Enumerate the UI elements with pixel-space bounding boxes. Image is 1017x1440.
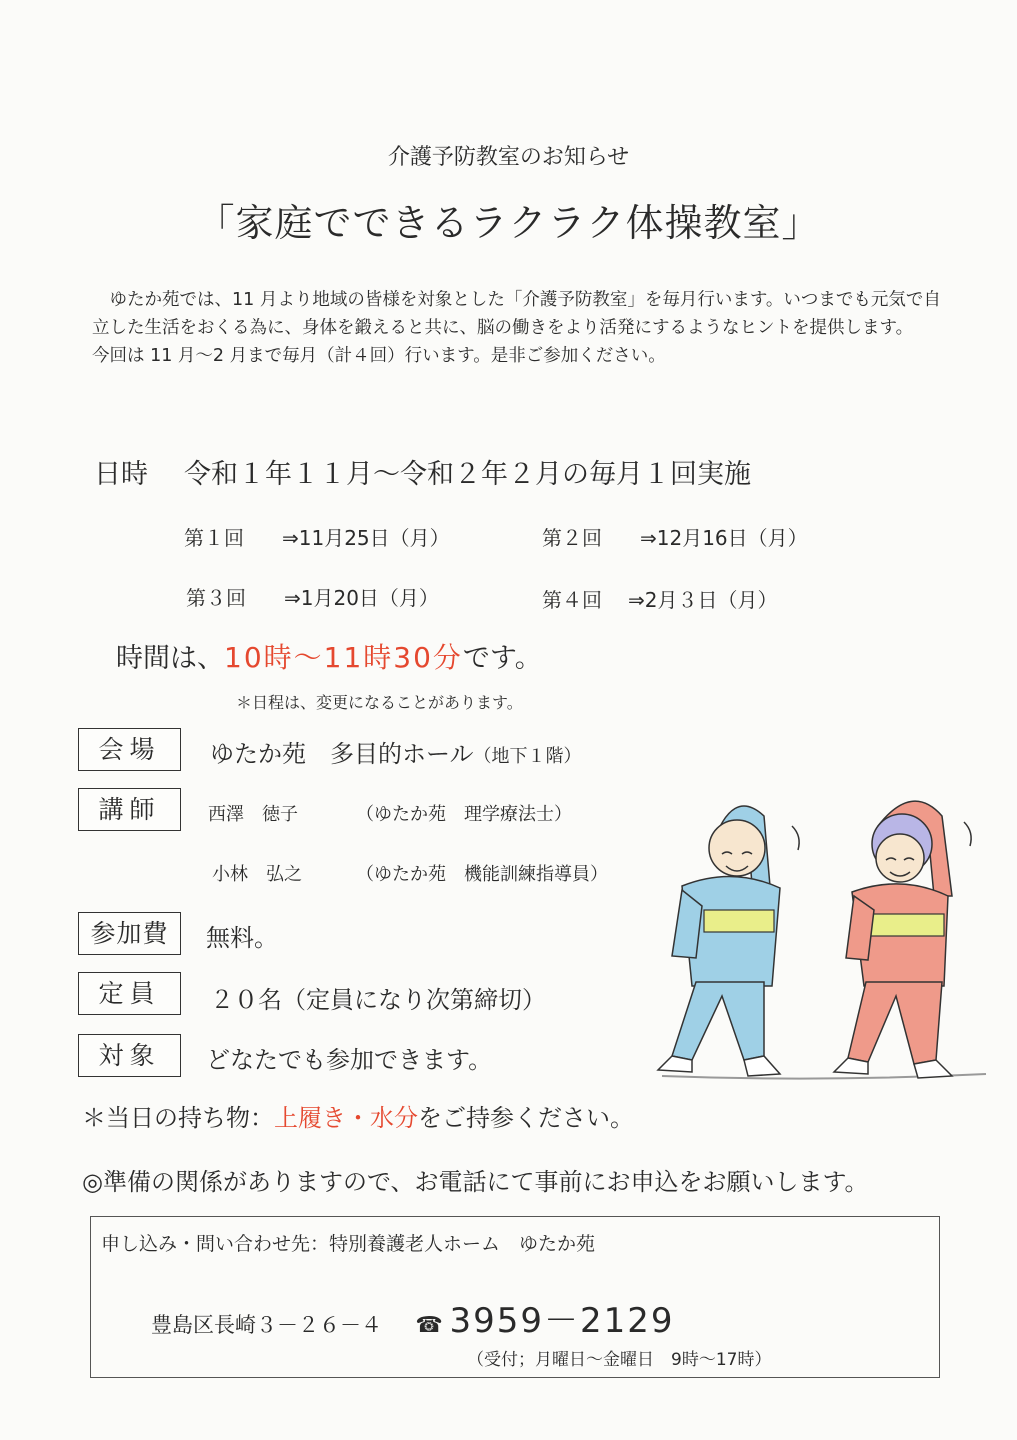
venue-label: 会場 xyxy=(78,728,181,771)
target-value: どなたでも参加できます。 xyxy=(206,1046,493,1074)
reservation-note: ◎準備の関係がありますので、お電話にて事前にお申込をお願いします。 xyxy=(82,1168,869,1196)
items-line xyxy=(82,1098,634,1133)
fee-value: 無料。 xyxy=(206,924,278,952)
venue-value xyxy=(210,734,582,769)
exercise-illustration xyxy=(652,786,992,1086)
contact-hours: （受付；月曜日～金曜日 9時～17時） xyxy=(467,1350,772,1370)
date-text: 令和１年１１月～令和２年２月の毎月１回実施 xyxy=(184,459,751,490)
capacity-value: ２０名（定員になり次第締切） xyxy=(210,986,546,1014)
instructor-1-role: （ゆたか苑 理学療法士） xyxy=(356,804,572,825)
intro-paragraph-2: 今回は 11 月～2 月まで毎月（計４回）行います。是非ご参加ください。 xyxy=(92,346,666,366)
time-suffix: です。 xyxy=(462,643,542,674)
contact-heading: 申し込み・問い合わせ先：特別養護老人ホーム ゆたか苑 xyxy=(101,1233,596,1255)
items-highlight: 上履き・水分 xyxy=(274,1104,418,1132)
fee-label: 参加費 xyxy=(78,912,181,955)
page-title: 「家庭でできるラクラク体操教室」 xyxy=(196,201,821,245)
instructor-2-name: 小林 弘之 xyxy=(212,864,302,885)
venue-name: ゆたか苑 多目的ホール xyxy=(210,740,474,768)
venue-floor: （地下１階） xyxy=(473,746,582,767)
time-prefix: 時間は、 xyxy=(116,643,224,674)
intro-paragraph-1: ゆたか苑では、11 月より地域の皆様を対象とした「介護予防教室」を毎月行います。いつまでも元気で自立した生活をおくる為に、身体を鍛えると共に、脳の働きをより活発にするようなヒントを提供します。 xyxy=(92,290,941,338)
time-value: 10時～11時30分 xyxy=(224,641,463,674)
session-1-name: 第１回 xyxy=(184,526,244,550)
time-line xyxy=(116,636,542,676)
contact-box xyxy=(90,1216,940,1378)
instructor-2-role: （ゆたか苑 機能訓練指導員） xyxy=(356,864,608,885)
session-3-name: 第３回 xyxy=(186,586,246,610)
contact-address: 豊島区長崎３－２６－４ xyxy=(151,1313,382,1337)
session-2-date: ⇒12月16日（月） xyxy=(640,526,808,550)
notice-subtitle: 介護予防教室のお知らせ xyxy=(387,145,630,170)
target-label: 対象 xyxy=(78,1034,181,1077)
instructor-1-name: 西澤 徳子 xyxy=(208,804,298,825)
capacity-label: 定員 xyxy=(78,972,181,1015)
date-label: 日時 xyxy=(94,459,148,490)
phone-icon: ☎ xyxy=(415,1313,443,1338)
intro-text xyxy=(92,286,952,370)
elderly-man-figure xyxy=(658,806,799,1076)
contact-address-line xyxy=(151,1293,675,1342)
session-3-date: ⇒1月20日（月） xyxy=(284,586,439,610)
items-suffix: をご持参ください。 xyxy=(418,1104,634,1132)
instructor-label: 講師 xyxy=(78,788,181,831)
session-2-name: 第２回 xyxy=(542,526,602,550)
schedule-note: ＊日程は、変更になることがあります。 xyxy=(236,693,523,712)
session-4-date: ⇒2月３日（月） xyxy=(628,588,778,612)
phone-number[interactable]: 3959－2129 xyxy=(449,1301,675,1341)
session-1-date: ⇒11月25日（月） xyxy=(282,526,450,550)
session-4-name: 第４回 xyxy=(542,588,602,612)
items-prefix: ＊当日の持ち物： xyxy=(82,1104,274,1132)
elderly-woman-figure xyxy=(834,801,971,1078)
